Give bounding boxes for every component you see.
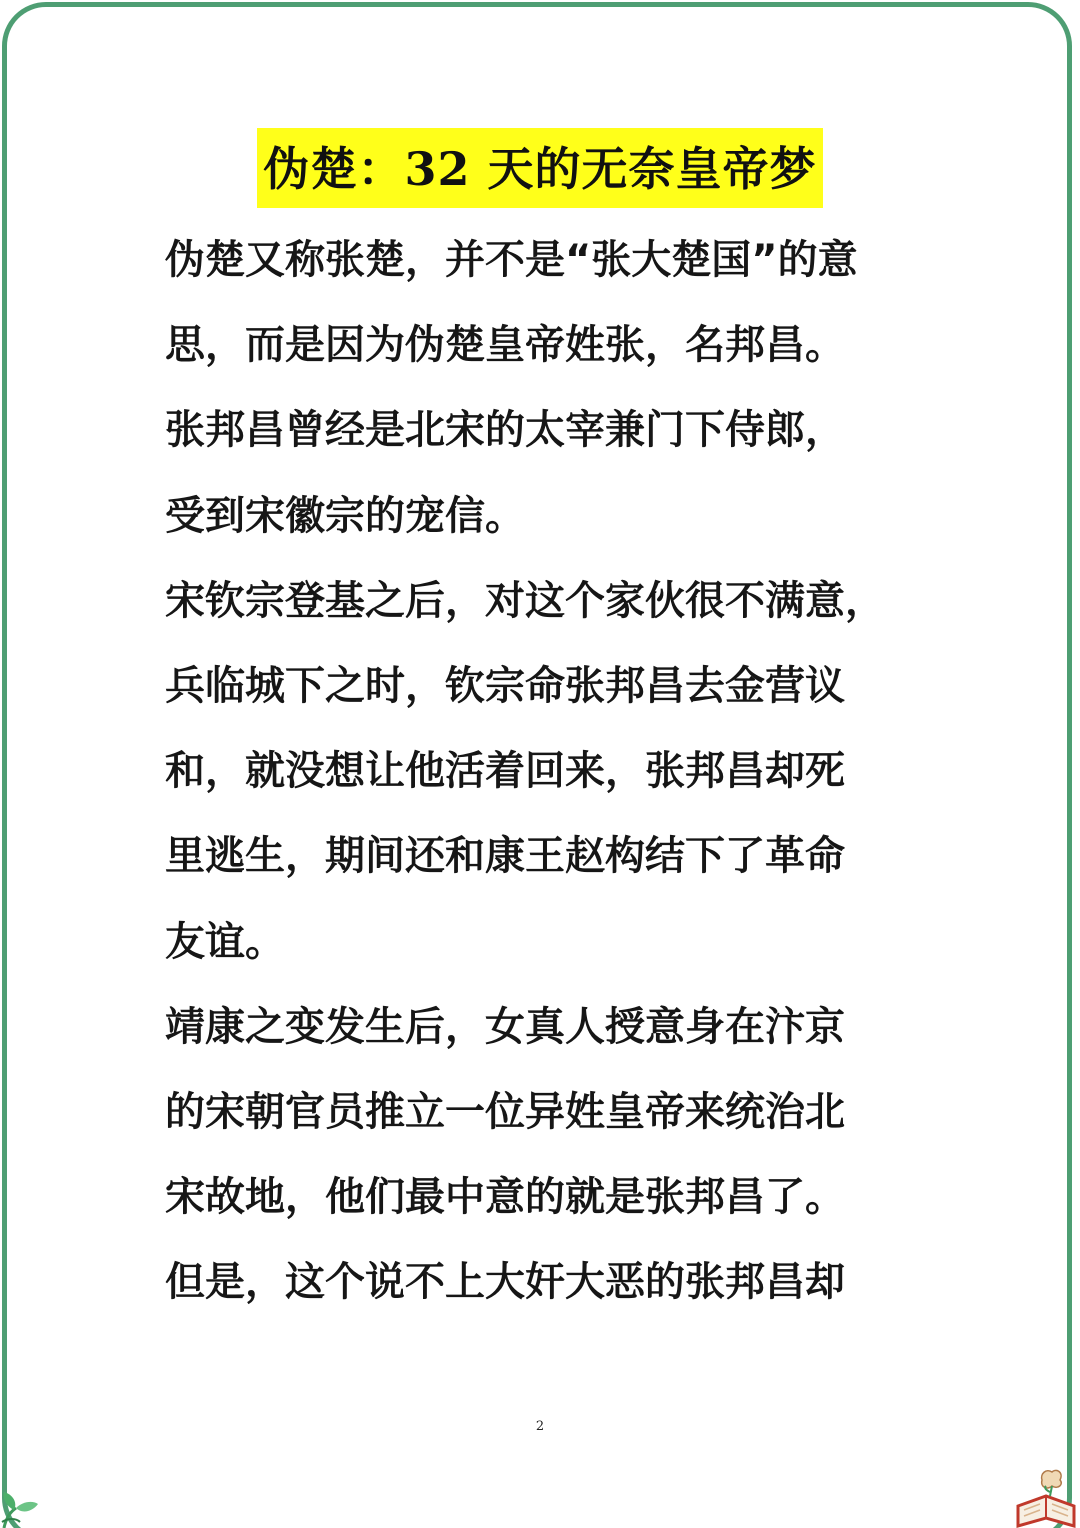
body-text — [165, 218, 925, 1325]
text-line: 宋故地，他们最中意的就是张邦昌了。 — [165, 1174, 845, 1221]
leaf-sprout-icon — [0, 1488, 46, 1528]
text-line: 张邦昌曾经是北宋的太宰兼门下侍郎， — [165, 407, 845, 454]
text-line: 和，就没想让他活着回来，张邦昌却死 — [165, 748, 845, 795]
text-line: 思，而是因为伪楚皇帝姓张，名邦昌。 — [165, 322, 845, 369]
text-line: 但是，这个说不上大奸大恶的张邦昌却 — [165, 1259, 845, 1306]
text-line: 宋钦宗登基之后，对这个家伙很不满意， — [165, 577, 885, 624]
text-line: 兵临城下之时，钦宗命张邦昌去金营议 — [165, 662, 845, 709]
page-title: 伪楚：32 天的无奈皇帝梦 — [257, 128, 822, 208]
text-line: 友谊。 — [165, 918, 285, 965]
page-number: 2 — [535, 1419, 545, 1434]
text-line: 的宋朝官员推立一位异姓皇帝来统治北 — [165, 1088, 845, 1135]
text-line: 受到宋徽宗的宠信。 — [165, 492, 525, 539]
open-book-icon — [1012, 1466, 1080, 1528]
text-line: 靖康之变发生后，女真人授意身在汴京 — [165, 1003, 845, 1050]
text-line: 里逃生，期间还和康王赵构结下了革命 — [165, 833, 845, 880]
title-container — [0, 128, 1080, 208]
text-line: 伪楚又称张楚，并不是“张大楚国”的意 — [165, 237, 858, 283]
